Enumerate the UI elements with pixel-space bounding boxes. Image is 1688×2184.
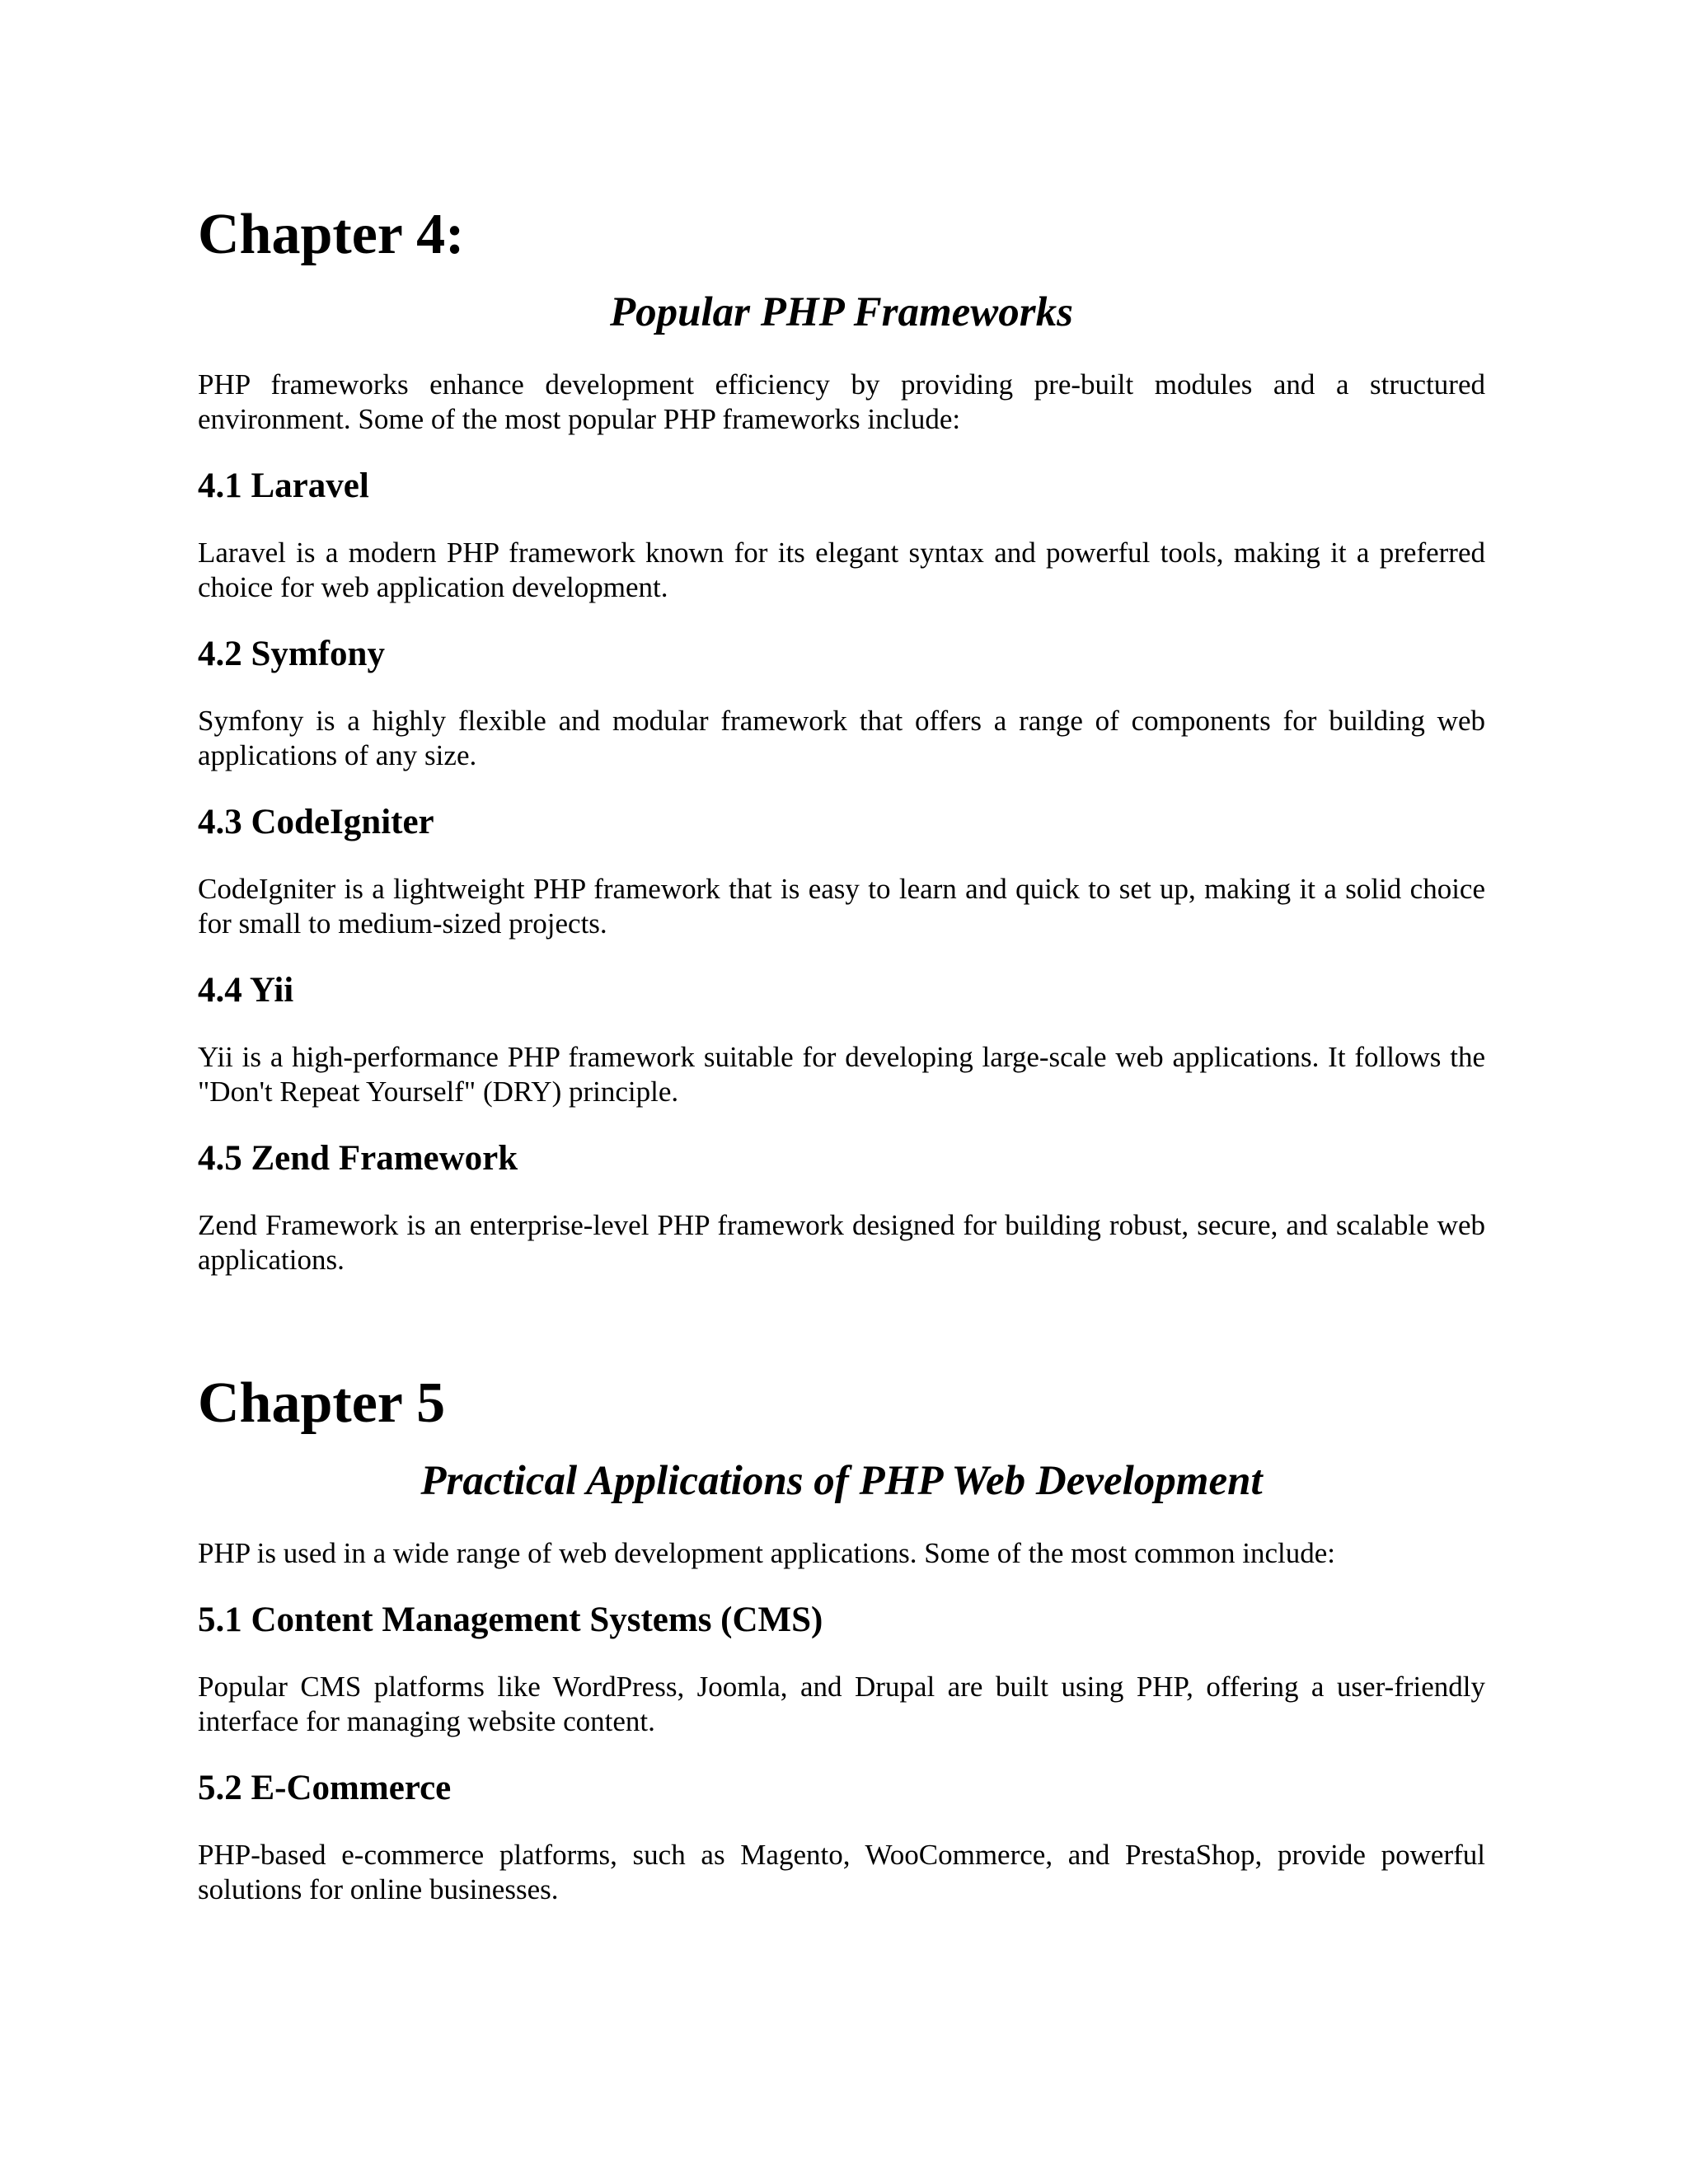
chapter-5-title: Chapter 5 <box>198 1371 446 1435</box>
section-heading-codeigniter: 4.3 CodeIgniter <box>198 803 434 841</box>
section-body-laravel: Laravel is a modern PHP framework known for its elegant syntax and powerful tools, making it a preferred choice for web application development. <box>198 537 1485 603</box>
chapter-5-intro: PHP is used in a wide range of web development applications. Some of the most common include: <box>198 1537 1335 1569</box>
chapter-5-subtitle: Practical Applications of PHP Web Development <box>420 1458 1263 1504</box>
section-heading-cms: 5.1 Content Management Systems (CMS) <box>198 1601 823 1639</box>
section-body-zend: Zend Framework is an enterprise-level PHP framework designed for building robust, secure, and scalable web applications. <box>198 1209 1485 1276</box>
chapter-4-intro: PHP frameworks enhance development efficiency by providing pre-built modules and a structured environment. Some of the most popular PHP frameworks include: <box>198 368 1485 435</box>
section-heading-yii: 4.4 Yii <box>198 971 294 1010</box>
section-body-codeigniter: CodeIgniter is a lightweight PHP framework that is easy to learn and quick to set up, making it a solid choice for small to medium-sized projects. <box>198 873 1485 940</box>
section-body-cms: Popular CMS platforms like WordPress, Joomla, and Drupal are built using PHP, offering a user-friendly interface for managing website content. <box>198 1671 1485 1737</box>
section-heading-symfony: 4.2 Symfony <box>198 635 385 673</box>
section-body-symfony: Symfony is a highly flexible and modular framework that offers a range of components for building web applications of any size. <box>198 705 1485 771</box>
section-heading-ecommerce: 5.2 E-Commerce <box>198 1769 452 1807</box>
chapter-4-subtitle: Popular PHP Frameworks <box>610 289 1073 335</box>
section-heading-zend: 4.5 Zend Framework <box>198 1139 518 1178</box>
section-body-yii: Yii is a high-performance PHP framework suitable for developing large-scale web applications. It follows the "Don't Repeat Yourself" (DRY) principle. <box>198 1041 1485 1108</box>
chapter-4-title: Chapter 4: <box>198 203 465 266</box>
section-body-ecommerce: PHP-based e-commerce platforms, such as Magento, WooCommerce, and PrestaShop, provide powerful solutions for online businesses. <box>198 1839 1485 1905</box>
section-heading-laravel: 4.1 Laravel <box>198 466 369 505</box>
